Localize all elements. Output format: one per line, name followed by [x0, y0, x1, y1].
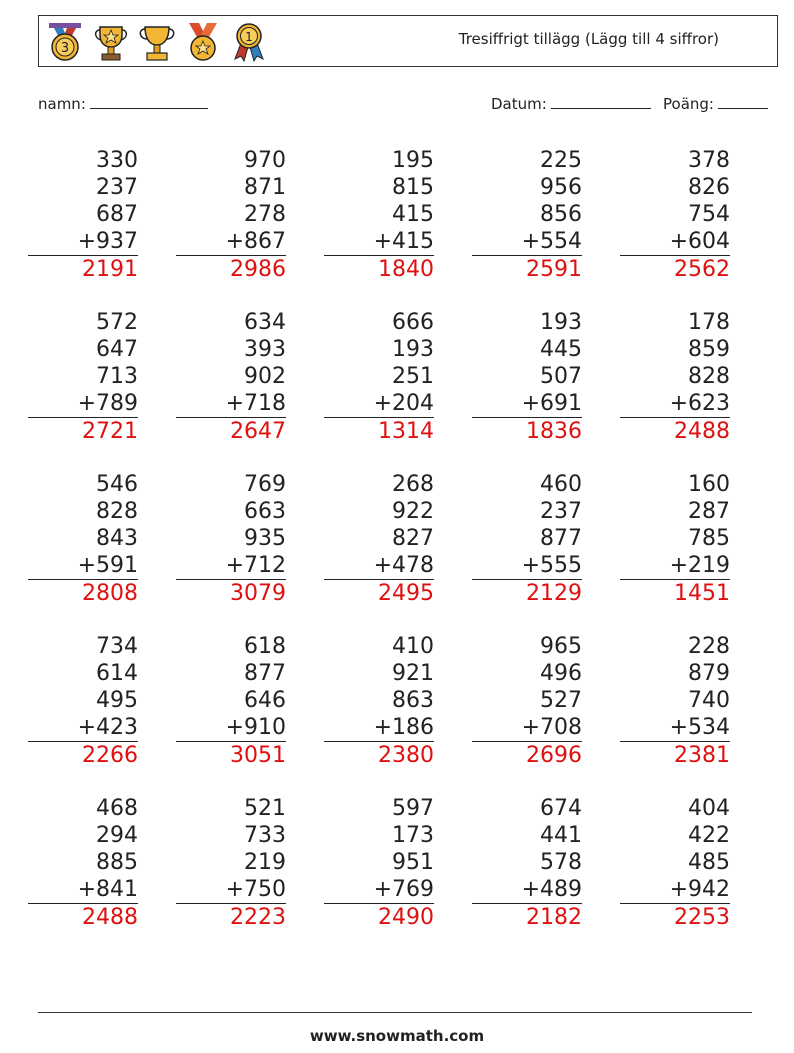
- footer-divider: [38, 1012, 752, 1013]
- answer: 2562: [674, 257, 730, 282]
- addend-1: 597: [392, 796, 434, 821]
- addition-problem: [176, 471, 286, 607]
- addend-4: +708: [472, 714, 582, 742]
- addition-problem: [472, 471, 582, 607]
- addend-4: +750: [176, 876, 286, 904]
- addend-2: 445: [540, 337, 582, 362]
- addend-4: +769: [324, 876, 434, 904]
- answer: 2495: [378, 581, 434, 606]
- addend-4: +554: [472, 228, 582, 256]
- answer: 1840: [378, 257, 434, 282]
- addend-3: 278: [244, 202, 286, 227]
- addend-1: 178: [688, 310, 730, 335]
- addend-4: +591: [28, 552, 138, 580]
- answer: 3079: [230, 581, 286, 606]
- addend-2: 922: [392, 499, 434, 524]
- addend-2: 647: [96, 337, 138, 362]
- addition-problem: [324, 633, 434, 769]
- addend-3: 485: [688, 850, 730, 875]
- addend-2: 815: [392, 175, 434, 200]
- addend-1: 160: [688, 472, 730, 497]
- addend-4: +534: [620, 714, 730, 742]
- addend-1: 546: [96, 472, 138, 497]
- addend-3: 856: [540, 202, 582, 227]
- addend-2: 826: [688, 175, 730, 200]
- answer: 2696: [526, 743, 582, 768]
- addend-4: +789: [28, 390, 138, 418]
- addition-problem: [324, 147, 434, 283]
- answer: 2223: [230, 905, 286, 930]
- answer: 2490: [378, 905, 434, 930]
- name-label: namn:: [38, 95, 86, 113]
- header-box: [38, 15, 778, 67]
- answer: 2129: [526, 581, 582, 606]
- addend-1: 404: [688, 796, 730, 821]
- addition-problem: [324, 471, 434, 607]
- addition-problem: [620, 633, 730, 769]
- addend-2: 422: [688, 823, 730, 848]
- addend-2: 921: [392, 661, 434, 686]
- answer: 2591: [526, 257, 582, 282]
- addend-1: 734: [96, 634, 138, 659]
- addend-2: 663: [244, 499, 286, 524]
- addend-1: 572: [96, 310, 138, 335]
- svg-text:3: 3: [60, 41, 70, 56]
- addend-4: +718: [176, 390, 286, 418]
- addition-problem: [620, 309, 730, 445]
- award-icons: [45, 21, 269, 63]
- addend-2: 828: [96, 499, 138, 524]
- addition-problem: [28, 471, 138, 607]
- addend-4: +867: [176, 228, 286, 256]
- medal-3-icon: [45, 21, 85, 63]
- trophy-cup-icon: [137, 21, 177, 63]
- addition-problem: [28, 633, 138, 769]
- addition-problem: [28, 309, 138, 445]
- addend-1: 468: [96, 796, 138, 821]
- addend-2: 294: [96, 823, 138, 848]
- addend-1: 268: [392, 472, 434, 497]
- addition-problem: [620, 147, 730, 283]
- addend-2: 193: [392, 337, 434, 362]
- addend-3: 828: [688, 364, 730, 389]
- answer: 3051: [230, 743, 286, 768]
- answer: 2191: [82, 257, 138, 282]
- addend-1: 970: [244, 148, 286, 173]
- addend-3: 843: [96, 526, 138, 551]
- addend-3: 507: [540, 364, 582, 389]
- addend-1: 378: [688, 148, 730, 173]
- addend-4: +937: [28, 228, 138, 256]
- addend-1: 674: [540, 796, 582, 821]
- addend-1: 769: [244, 472, 286, 497]
- addend-2: 441: [540, 823, 582, 848]
- svg-text:1: 1: [245, 30, 253, 44]
- answer: 2488: [674, 419, 730, 444]
- addend-3: 251: [392, 364, 434, 389]
- addition-problem: [28, 795, 138, 931]
- addend-3: 219: [244, 850, 286, 875]
- footer-site: www.snowmath.com: [309, 1027, 485, 1045]
- addend-3: 740: [688, 688, 730, 713]
- addend-2: 614: [96, 661, 138, 686]
- addend-3: 885: [96, 850, 138, 875]
- addend-1: 410: [392, 634, 434, 659]
- page-title: Tresiffrigt tillägg (Lägg till 4 siffror): [458, 30, 719, 48]
- medal-1-icon: [229, 21, 269, 63]
- answer: 1836: [526, 419, 582, 444]
- addend-2: 956: [540, 175, 582, 200]
- addend-1: 666: [392, 310, 434, 335]
- date-label: Datum:: [491, 95, 547, 113]
- medal-star-icon: [183, 21, 223, 63]
- score-field: [663, 92, 768, 113]
- addend-4: +423: [28, 714, 138, 742]
- addend-3: 785: [688, 526, 730, 551]
- addend-4: +204: [324, 390, 434, 418]
- addend-3: 687: [96, 202, 138, 227]
- answer: 2721: [82, 419, 138, 444]
- addend-3: 578: [540, 850, 582, 875]
- score-label: Poäng:: [663, 95, 714, 113]
- addend-3: 754: [688, 202, 730, 227]
- addend-3: 902: [244, 364, 286, 389]
- addend-4: +623: [620, 390, 730, 418]
- answer: 2381: [674, 743, 730, 768]
- name-line[interactable]: [90, 92, 208, 109]
- addend-2: 877: [244, 661, 286, 686]
- addend-4: +604: [620, 228, 730, 256]
- addend-2: 393: [244, 337, 286, 362]
- addend-2: 496: [540, 661, 582, 686]
- addition-problem: [324, 795, 434, 931]
- addend-3: 646: [244, 688, 286, 713]
- answer: 2808: [82, 581, 138, 606]
- addend-3: 827: [392, 526, 434, 551]
- addition-problem: [176, 147, 286, 283]
- addend-3: 415: [392, 202, 434, 227]
- addend-4: +489: [472, 876, 582, 904]
- addend-4: +186: [324, 714, 434, 742]
- addend-2: 859: [688, 337, 730, 362]
- addend-2: 733: [244, 823, 286, 848]
- addend-4: +910: [176, 714, 286, 742]
- answer: 2253: [674, 905, 730, 930]
- answer: 2647: [230, 419, 286, 444]
- addend-1: 225: [540, 148, 582, 173]
- addition-problem: [28, 147, 138, 283]
- trophy-star-icon: [91, 21, 131, 63]
- answer: 2266: [82, 743, 138, 768]
- addend-4: +415: [324, 228, 434, 256]
- addend-1: 330: [96, 148, 138, 173]
- addend-2: 237: [96, 175, 138, 200]
- addend-3: 713: [96, 364, 138, 389]
- addend-1: 965: [540, 634, 582, 659]
- answer: 1314: [378, 419, 434, 444]
- answer: 2986: [230, 257, 286, 282]
- addend-3: 863: [392, 688, 434, 713]
- answer: 1451: [674, 581, 730, 606]
- date-field: [491, 92, 651, 113]
- addend-2: 237: [540, 499, 582, 524]
- addend-3: 877: [540, 526, 582, 551]
- addition-problem: [176, 309, 286, 445]
- addition-problem: [472, 147, 582, 283]
- addend-4: +942: [620, 876, 730, 904]
- date-line[interactable]: [551, 92, 651, 109]
- addend-2: 173: [392, 823, 434, 848]
- addition-problem: [176, 795, 286, 931]
- addition-problem: [620, 471, 730, 607]
- addend-3: 495: [96, 688, 138, 713]
- addition-problem: [620, 795, 730, 931]
- answer: 2488: [82, 905, 138, 930]
- addend-1: 634: [244, 310, 286, 335]
- addition-problem: [176, 633, 286, 769]
- addend-4: +691: [472, 390, 582, 418]
- answer: 2182: [526, 905, 582, 930]
- name-field: [38, 92, 208, 113]
- addend-4: +478: [324, 552, 434, 580]
- addend-1: 193: [540, 310, 582, 335]
- addend-1: 228: [688, 634, 730, 659]
- addition-problem: [472, 309, 582, 445]
- addend-3: 951: [392, 850, 434, 875]
- addend-4: +712: [176, 552, 286, 580]
- answer: 2380: [378, 743, 434, 768]
- score-line[interactable]: [718, 92, 768, 109]
- addend-1: 460: [540, 472, 582, 497]
- addend-2: 287: [688, 499, 730, 524]
- addition-problem: [472, 633, 582, 769]
- addend-4: +219: [620, 552, 730, 580]
- addition-problem: [472, 795, 582, 931]
- addition-problem: [324, 309, 434, 445]
- addend-3: 935: [244, 526, 286, 551]
- addend-1: 195: [392, 148, 434, 173]
- addend-2: 871: [244, 175, 286, 200]
- addend-2: 879: [688, 661, 730, 686]
- addend-3: 527: [540, 688, 582, 713]
- addend-1: 618: [244, 634, 286, 659]
- addend-4: +555: [472, 552, 582, 580]
- addend-4: +841: [28, 876, 138, 904]
- addend-1: 521: [244, 796, 286, 821]
